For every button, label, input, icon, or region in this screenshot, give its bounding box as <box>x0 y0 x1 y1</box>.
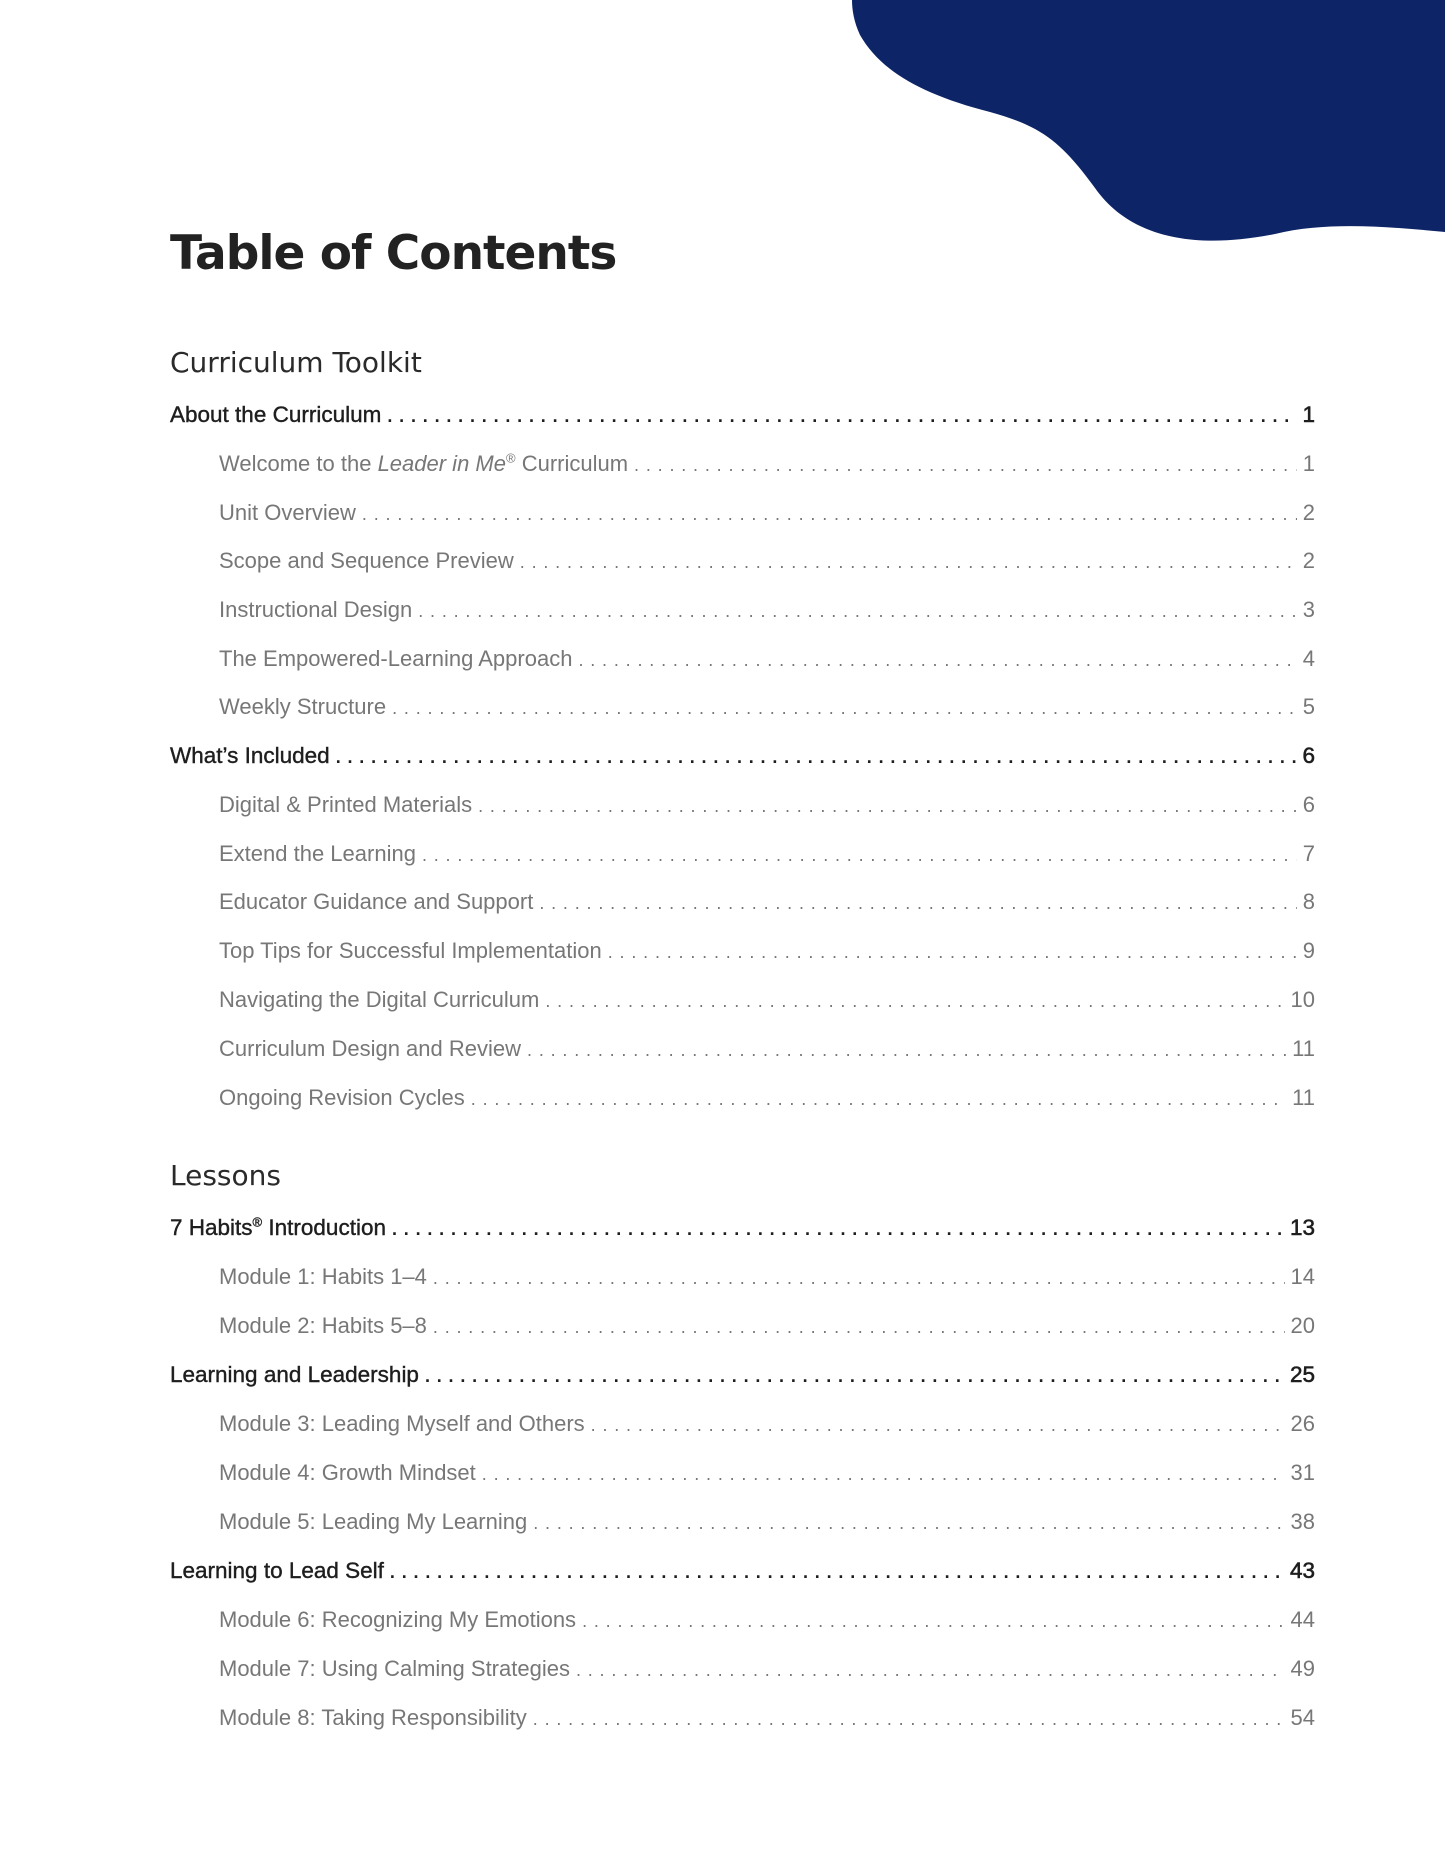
toc-page-number: 5 <box>1302 694 1315 719</box>
toc-entry-module-7[interactable] <box>219 1656 1315 1686</box>
toc-page-number: 43 <box>1289 1558 1315 1583</box>
dot-leader <box>482 1464 1285 1485</box>
toc-page-number: 8 <box>1302 889 1315 914</box>
dot-leader <box>392 1219 1284 1240</box>
toc-entry-module-1[interactable] <box>219 1264 1315 1294</box>
toc-entry-learning-and-leadership[interactable] <box>170 1362 1315 1392</box>
dot-leader <box>576 1660 1285 1681</box>
toc-entry-whats-included[interactable] <box>170 743 1315 773</box>
dot-leader <box>433 1268 1285 1289</box>
toc-page-number: 13 <box>1289 1215 1315 1240</box>
toc-label: Ongoing Revision Cycles <box>219 1085 465 1110</box>
toc-label: Extend the Learning <box>219 841 416 866</box>
dot-leader <box>539 893 1296 914</box>
toc-entry-about-the-curriculum[interactable] <box>170 402 1315 432</box>
toc-page-number: 25 <box>1289 1362 1315 1387</box>
toc-entry-curriculum-design-review[interactable] <box>219 1036 1315 1066</box>
toc-label: Module 6: Recognizing My Emotions <box>219 1607 577 1632</box>
dot-leader <box>418 601 1297 622</box>
toc-entry-extend-the-learning[interactable] <box>219 841 1315 871</box>
toc-entry-educator-guidance[interactable] <box>219 889 1315 919</box>
toc-label: Learning and Leadership <box>170 1362 419 1387</box>
dot-leader <box>533 1709 1285 1730</box>
dot-leader <box>392 698 1297 719</box>
section-title-curriculum-toolkit: Curriculum Toolkit <box>170 346 422 379</box>
toc-entry-empowered-learning[interactable] <box>219 646 1315 676</box>
toc-entry-module-3[interactable] <box>219 1411 1315 1441</box>
toc-entry-learning-to-lead-self[interactable] <box>170 1558 1315 1588</box>
toc-entry-navigating-digital[interactable] <box>219 987 1315 1017</box>
toc-label: Module 5: Leading My Learning <box>219 1509 528 1534</box>
dot-leader <box>591 1415 1285 1436</box>
toc-page-number: 20 <box>1290 1313 1315 1338</box>
toc-label: Top Tips for Successful Implementation <box>219 938 602 963</box>
toc-entry-digital-printed-materials[interactable] <box>219 792 1315 822</box>
toc-page-number: 10 <box>1290 987 1315 1012</box>
toc-entry-weekly-structure[interactable] <box>219 694 1315 724</box>
toc-page-number: 1 <box>1302 402 1315 427</box>
toc-label: Module 4: Growth Mindset <box>219 1460 476 1485</box>
toc-page-number: 44 <box>1290 1607 1315 1632</box>
toc-label: Curriculum Design and Review <box>219 1036 522 1061</box>
toc-entry-module-5[interactable] <box>219 1509 1315 1539</box>
toc-label: Digital & Printed Materials <box>219 792 473 817</box>
toc-entry-instructional-design[interactable] <box>219 597 1315 627</box>
toc-page-number: 1 <box>1302 451 1315 476</box>
toc-entry-module-2[interactable] <box>219 1313 1315 1343</box>
toc-page-number: 4 <box>1302 646 1315 671</box>
toc-entry-module-8[interactable] <box>219 1705 1315 1735</box>
toc-label: Module 2: Habits 5–8 <box>219 1313 427 1338</box>
dot-leader <box>425 1366 1284 1387</box>
decorative-wave-shape <box>0 0 1445 260</box>
dot-leader <box>582 1611 1284 1632</box>
toc-page-number: 49 <box>1290 1656 1315 1681</box>
dot-leader <box>634 455 1297 476</box>
toc-page-number: 54 <box>1290 1705 1315 1730</box>
page-title: Table of Contents <box>170 226 617 281</box>
dot-leader <box>336 747 1297 768</box>
toc-entry-scope-and-sequence[interactable] <box>219 548 1315 578</box>
toc-page-number: 6 <box>1302 743 1315 768</box>
toc-page-number: 7 <box>1302 841 1315 866</box>
toc-page-number: 9 <box>1302 938 1315 963</box>
toc-page-number: 2 <box>1302 548 1315 573</box>
dot-leader <box>433 1317 1285 1338</box>
toc-label: Learning to Lead Self <box>170 1558 384 1583</box>
dot-leader <box>387 406 1296 427</box>
toc-entry-module-6[interactable] <box>219 1607 1315 1637</box>
toc-label: Welcome to the Leader in Me® Curriculum <box>219 450 629 476</box>
dot-leader <box>527 1040 1286 1061</box>
toc-label: What’s Included <box>170 743 330 768</box>
toc-page-number: 6 <box>1302 792 1315 817</box>
toc-label: The Empowered-Learning Approach <box>219 646 573 671</box>
toc-page-number: 38 <box>1290 1509 1315 1534</box>
toc-label: Instructional Design <box>219 597 413 622</box>
dot-leader <box>478 796 1297 817</box>
toc-label: Module 8: Taking Responsibility <box>219 1705 527 1730</box>
toc-page-number: 11 <box>1292 1085 1315 1110</box>
toc-label: About the Curriculum <box>170 402 382 427</box>
dot-leader <box>578 650 1296 671</box>
toc-label: 7 Habits® Introduction <box>170 1214 386 1240</box>
toc-label: Navigating the Digital Curriculum <box>219 987 540 1012</box>
dot-leader <box>471 1089 1286 1110</box>
toc-entry-7-habits-introduction[interactable] <box>170 1215 1315 1245</box>
dot-leader <box>608 942 1297 963</box>
toc-entry-top-tips[interactable] <box>219 938 1315 968</box>
toc-entry-welcome[interactable] <box>219 451 1315 481</box>
toc-page-number: 11 <box>1292 1036 1315 1061</box>
toc-label: Educator Guidance and Support <box>219 889 534 914</box>
dot-leader <box>422 845 1297 866</box>
toc-page-number: 31 <box>1290 1460 1315 1485</box>
toc-label: Module 7: Using Calming Strategies <box>219 1656 570 1681</box>
toc-label: Weekly Structure <box>219 694 387 719</box>
dot-leader <box>533 1513 1284 1534</box>
toc-page-number: 3 <box>1302 597 1315 622</box>
toc-page-number: 26 <box>1290 1411 1315 1436</box>
dot-leader <box>362 504 1297 525</box>
toc-entry-module-4[interactable] <box>219 1460 1315 1490</box>
dot-leader <box>390 1562 1284 1583</box>
toc-entry-ongoing-revision[interactable] <box>219 1085 1315 1115</box>
toc-page-number: 2 <box>1302 500 1315 525</box>
toc-label: Module 3: Leading Myself and Others <box>219 1411 585 1436</box>
toc-entry-unit-overview[interactable] <box>219 500 1315 530</box>
toc-label: Unit Overview <box>219 500 356 525</box>
section-title-lessons: Lessons <box>170 1159 281 1192</box>
dot-leader <box>545 991 1284 1012</box>
toc-label: Module 1: Habits 1–4 <box>219 1264 427 1289</box>
toc-page-number: 14 <box>1290 1264 1315 1289</box>
dot-leader <box>520 552 1297 573</box>
toc-label: Scope and Sequence Preview <box>219 548 514 573</box>
